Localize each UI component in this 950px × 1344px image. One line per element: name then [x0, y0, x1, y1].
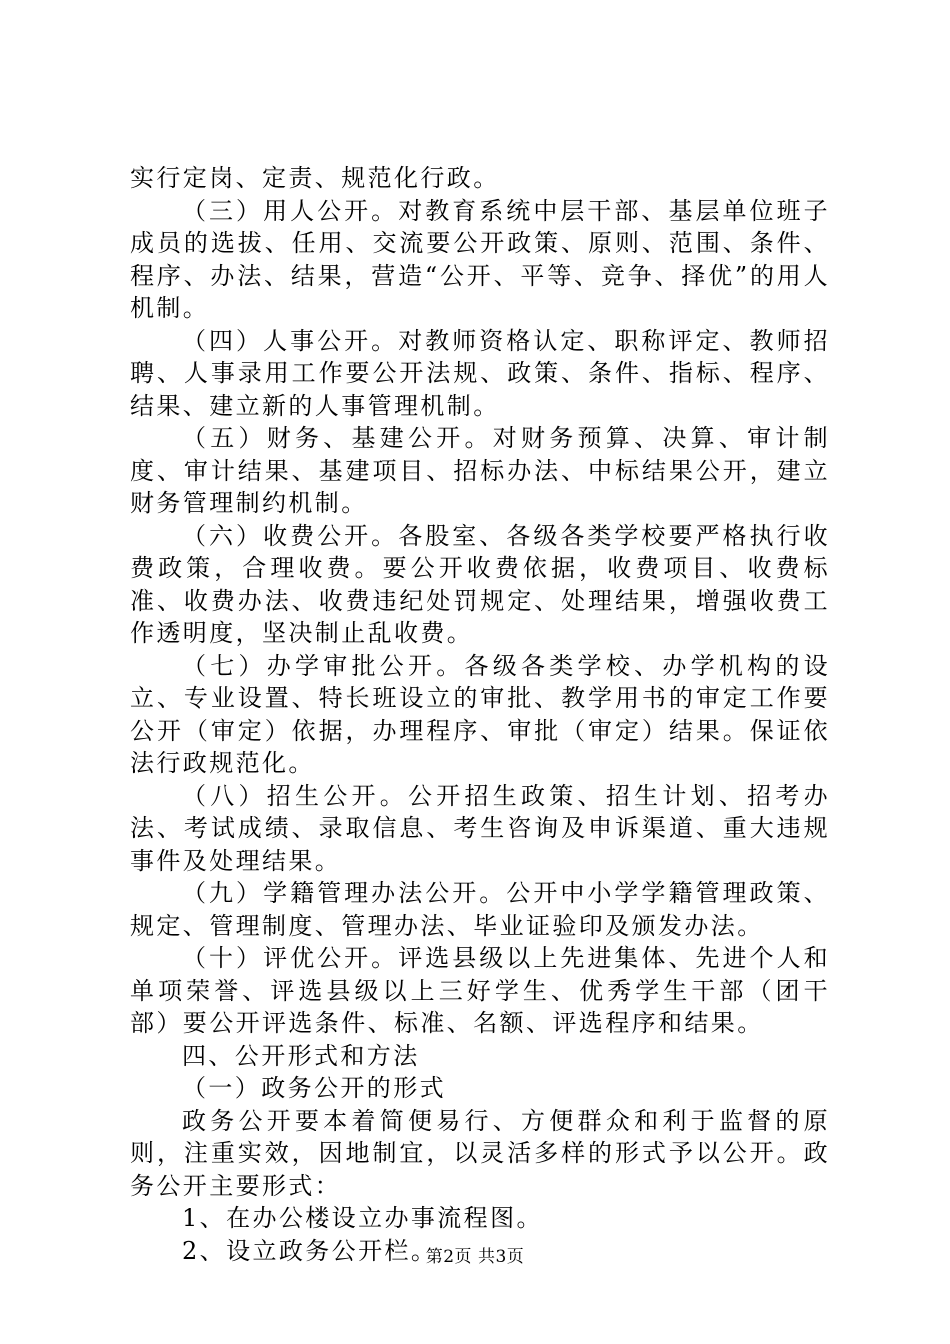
paragraph-2: （三）用人公开。对教育系统中层干部、基层单位班子成员的选拔、任用、交流要公开政策、原则、范围、条件、程序、办法、结果，营造“公开、平等、竞争、择优”的用人机制。	[130, 196, 830, 322]
page-footer: 第2页 共3页	[425, 1247, 525, 1267]
list-item-2: 2、设立政务公开栏。	[182, 1236, 438, 1265]
paragraph-6: （七）办学审批公开。各级各类学校、办学机构的设立、专业设置、特长班设立的审批、教学用书的审定工作要公开（审定）依据，办理程序、审批（审定）结果。保证依法行政规范化。	[130, 651, 830, 777]
paragraph-7: （八）招生公开。公开招生政策、招生计划、招考办法、考试成绩、录取信息、考生咨询及申诉渠道、重大违规事件及处理结果。	[130, 781, 830, 875]
paragraph-1: 实行定岗、定责、规范化行政。	[130, 164, 500, 192]
section-heading: 四、公开形式和方法	[182, 1041, 420, 1070]
subsection-heading: （一）政务公开的形式	[182, 1074, 446, 1102]
paragraph-9: （十）评优公开。评选县级以上先进集体、先进个人和单项荣誉、评选县级以上三好学生、优秀学生干部（团干部）要公开评选条件、标准、名额、评选程序和结果。	[130, 944, 830, 1037]
paragraph-12: 政务公开要本着简便易行、方便群众和利于监督的原则，注重实效，因地制宜，以灵活多样的形式予以公开。政务公开主要形式：	[130, 1106, 830, 1200]
paragraph-8: （九）学籍管理办法公开。公开中小学学籍管理政策、规定、管理制度、管理办法、毕业证验印及颁发办法。	[130, 879, 830, 940]
list-item-1: 1、在办公楼设立办事流程图。	[182, 1204, 543, 1232]
document-body	[130, 162, 830, 1267]
paragraph-3: （四）人事公开。对教师资格认定、职称评定、教师招聘、人事录用工作要公开法规、政策、条件、指标、程序、结果、建立新的人事管理机制。	[130, 326, 830, 420]
paragraph-5: （六）收费公开。各股室、各级各类学校要严格执行收费政策，合理收费。要公开收费依据，收费项目、收费标准、收费办法、收费违纪处罚规定、处理结果，增强收费工作透明度，坚决制止乱收费。	[130, 521, 830, 647]
paragraph-4: （五）财务、基建公开。对财务预算、决算、审计制度、审计结果、基建项目、招标办法、中标结果公开，建立财务管理制约机制。	[130, 424, 830, 517]
